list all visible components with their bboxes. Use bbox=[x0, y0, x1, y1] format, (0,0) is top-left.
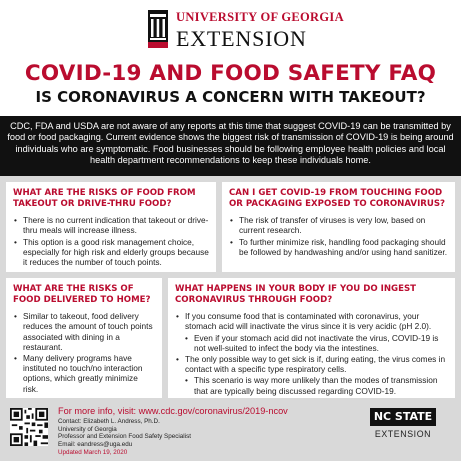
contact-block bbox=[58, 418, 191, 448]
bullet-list bbox=[13, 311, 155, 394]
bullet-list bbox=[229, 215, 448, 257]
panel-heading: WHAT HAPPENS IN YOUR BODY IF YOU DO INGEST CORONAVIRUS THROUGH FOOD? bbox=[175, 284, 417, 305]
sub-list-item: • This scenario is way more unlikely than the modes of transmission that are typically being discussed regarding COVID-19. bbox=[175, 375, 448, 395]
panel-heading: WHAT ARE THE RISKS OF FOOD DELIVERED TO HOME? bbox=[13, 284, 151, 305]
contact-line: Contact: Elizabeth L. Andress, Ph.D. bbox=[58, 418, 160, 425]
intro-text: CDC, FDA and USDA are not aware of any reports at this time that suggest COVID-19 can be transmitted by food or food packaging. Current evidence shows the biggest risk of transmission of COVID-19 is being around individuals who are symptomatic. Food businesses should be following employee health policies and local health department recommendations to keep these individuals home. bbox=[0, 116, 461, 176]
qr-code-icon[interactable] bbox=[10, 408, 48, 446]
list-item: • This option is a good risk management choice, especially for high risk and elderly groups because it reduces the number of touch points. bbox=[13, 237, 209, 268]
panel-ingest bbox=[168, 278, 455, 398]
contact-line: Professor and Extension Food Safety Specialist bbox=[58, 433, 192, 441]
list-item: • Many delivery programs have instituted no touch/no interaction options, which greatly minimize risk. bbox=[13, 353, 155, 394]
list-item: • The only possible way to get sick is if, during eating, the virus comes in contact with a specific type respiratory cells. bbox=[175, 354, 448, 374]
header bbox=[0, 0, 461, 60]
panel-packaging bbox=[222, 182, 455, 272]
bullet-list bbox=[13, 215, 209, 267]
list-item: • There is no current indication that takeout or drive-thru meals will increase illness. bbox=[13, 215, 209, 235]
nc-state-logo: NC STATE bbox=[370, 408, 436, 426]
more-info-link[interactable]: For more info, visit: www.cdc.gov/coronavirus/2019-ncov bbox=[58, 406, 288, 416]
list-item: • Similar to takeout, food delivery reduces the amount of touch points associated with dining in a restaurant. bbox=[13, 311, 155, 352]
list-item: • To further minimize risk, handling food packaging should be followed by handwashing and/or using hand sanitizer. bbox=[229, 237, 448, 257]
panel-delivered bbox=[6, 278, 162, 398]
panel-heading: CAN I GET COVID-19 FROM TOUCHING FOOD OR PACKAGING EXPOSED TO CORONAVIRUS? bbox=[229, 188, 446, 209]
list-item: • If you consume food that is contaminated with coronavirus, your stomach acid will inactivate the virus since it is very acidic (pH 2.0). bbox=[175, 311, 448, 331]
page-title: COVID-19 AND FOOD SAFETY FAQ bbox=[24, 61, 437, 86]
panel-takeout bbox=[6, 182, 216, 272]
updated-date: Updated March 19, 2020 bbox=[58, 449, 128, 456]
uga-arch-icon bbox=[148, 10, 168, 48]
unit-name: EXTENSION bbox=[176, 26, 307, 51]
panel-heading: WHAT ARE THE RISKS OF FOOD FROM TAKEOUT OR DRIVE-THRU FOOD? bbox=[13, 188, 196, 209]
nc-state-extension-label: EXTENSION bbox=[374, 429, 432, 439]
page-subtitle: IS CORONAVIRUS A CONCERN WITH TAKEOUT? bbox=[35, 88, 426, 106]
sub-list-item: • Even if your stomach acid did not inactivate the virus, COVID-19 is not well-suited to infect the body via the intestines. bbox=[175, 333, 448, 353]
bullet-list bbox=[175, 311, 448, 396]
list-item: • The risk of transfer of viruses is very low, based on current research. bbox=[229, 215, 448, 235]
contact-line: University of Georgia bbox=[58, 425, 117, 433]
contact-email[interactable]: Email: eandress@uga.edu bbox=[58, 440, 133, 448]
university-name: UNIVERSITY OF GEORGIA bbox=[176, 10, 344, 24]
